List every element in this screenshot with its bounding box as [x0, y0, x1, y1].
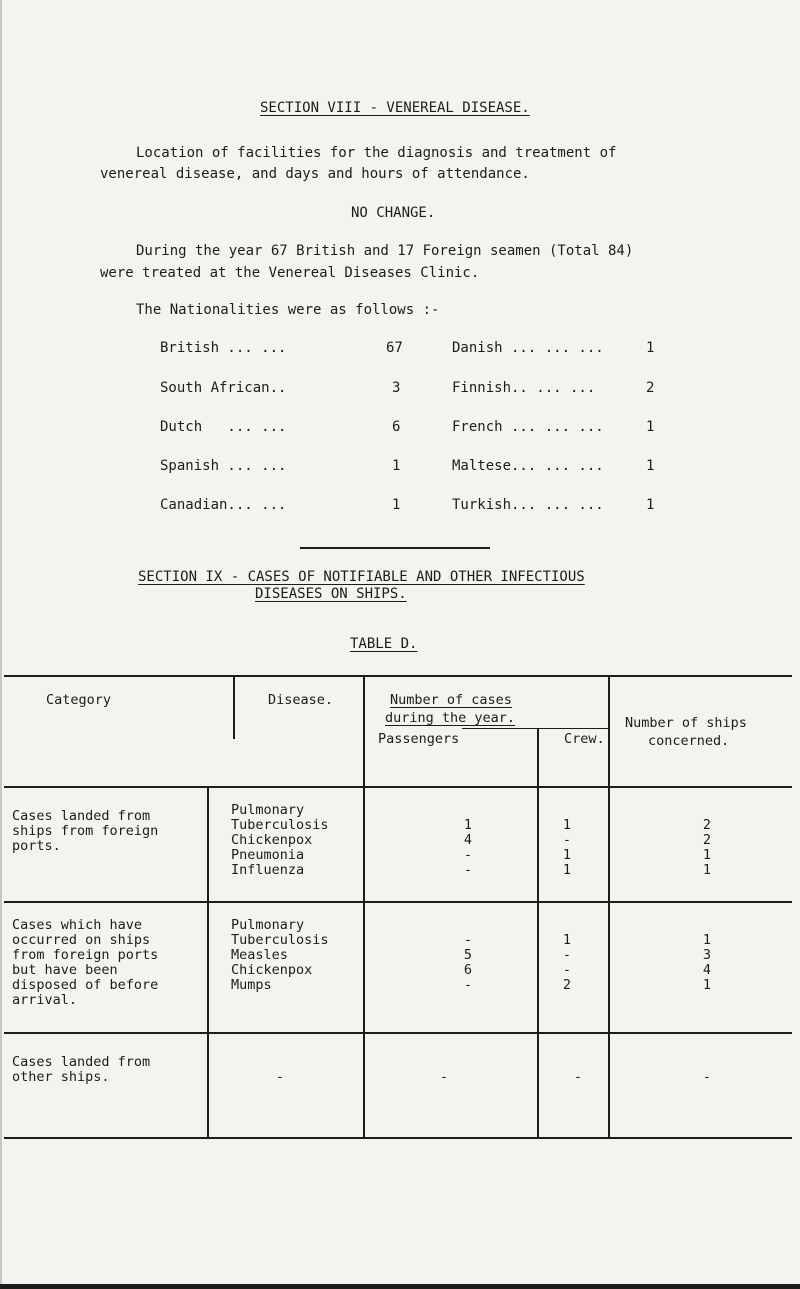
nationality-name: Danish ... ... ...	[452, 340, 604, 356]
nationality-count: 1	[392, 497, 401, 513]
nationality-name: Canadian... ...	[160, 497, 287, 513]
table-column-rule	[207, 786, 209, 1137]
para2-line2: were treated at the Venereal Diseases Clinic.	[100, 265, 480, 281]
nationality-name: British ... ...	[160, 340, 287, 356]
table-rule	[4, 786, 792, 788]
row3-disease: -	[275, 1069, 285, 1085]
row1-passengers: 1 4 - -	[463, 817, 473, 878]
row2-crew: 1 - - 2	[562, 932, 572, 993]
nationalities-intro: The Nationalities were as follows :-	[136, 302, 440, 318]
table-label: TABLE D.	[350, 636, 418, 652]
header-passengers: Passengers	[378, 731, 460, 747]
nationality-name: Spanish ... ...	[160, 458, 287, 474]
nationality-count: 1	[392, 458, 401, 474]
nationality-count: 1	[646, 419, 655, 435]
table-rule	[4, 1032, 792, 1034]
bottom-scan-edge	[0, 1284, 800, 1289]
table-rule	[4, 901, 792, 903]
header-ships-line1: Number of ships	[625, 715, 747, 731]
scan-edge	[0, 0, 2, 1289]
para1-line2: venereal disease, and days and hours of attendance.	[100, 166, 530, 182]
table-rule	[4, 1137, 792, 1139]
nationality-count: 6	[392, 419, 401, 435]
header-category: Category	[46, 692, 112, 708]
section-divider	[300, 547, 490, 549]
row3-passengers: -	[439, 1069, 449, 1085]
header-cases-line2: during the year.	[385, 710, 516, 726]
row2-disease: Pulmonary Tuberculosis Measles Chickenpox Mumps	[231, 917, 329, 993]
nationality-name: Finnish.. ... ...	[452, 380, 596, 396]
nationality-count: 1	[646, 497, 655, 513]
table-column-rule	[363, 675, 365, 1137]
section9-title-line1: SECTION IX - CASES OF NOTIFIABLE AND OTHER INFECTIOUS	[138, 569, 585, 585]
row1-category: Cases landed from ships from foreign ports.	[12, 808, 159, 854]
table-column-rule	[233, 675, 235, 739]
row2-category: Cases which have occurred on ships from foreign ports but have been disposed of before arrival.	[12, 917, 159, 1008]
header-cases-line1: Number of cases	[390, 692, 512, 708]
row3-ships: -	[702, 1069, 712, 1085]
nationality-count: 1	[646, 458, 655, 474]
header-disease: Disease.	[268, 692, 334, 708]
row1-ships: 2 2 1 1	[702, 817, 712, 878]
row2-passengers: - 5 6 -	[463, 932, 473, 993]
table-column-rule	[608, 675, 610, 1137]
para2-line1: During the year 67 British and 17 Foreign seamen (Total 84)	[136, 243, 634, 259]
nationality-name: Turkish... ... ...	[452, 497, 604, 513]
para1-line1: Location of facilities for the diagnosis and treatment of	[136, 145, 617, 161]
row3-category: Cases landed from other ships.	[12, 1054, 151, 1085]
nationality-name: Dutch ... ...	[160, 419, 287, 435]
nationality-name: Maltese... ... ...	[452, 458, 604, 474]
row3-crew: -	[573, 1069, 583, 1085]
no-change: NO CHANGE.	[351, 205, 436, 221]
nationality-name: South African..	[160, 380, 287, 396]
nationality-count: 2	[646, 380, 655, 396]
nationality-count: 67	[386, 340, 403, 356]
nationality-count: 3	[392, 380, 401, 396]
row1-disease: Pulmonary Tuberculosis Chickenpox Pneumonia Influenza	[231, 802, 329, 878]
table-rule	[4, 675, 792, 677]
section9-title-line2: DISEASES ON SHIPS.	[255, 586, 407, 602]
header-ships-line2: concerned.	[648, 733, 730, 749]
row1-crew: 1 - 1 1	[562, 817, 572, 878]
nationality-count: 1	[646, 340, 655, 356]
nationality-name: French ... ... ...	[452, 419, 604, 435]
header-crew: Crew.	[564, 731, 605, 747]
table-column-rule	[537, 728, 539, 1137]
section8-title: SECTION VIII - VENEREAL DISEASE.	[260, 100, 530, 116]
row2-ships: 1 3 4 1	[702, 932, 712, 993]
subheader-rule	[462, 728, 610, 729]
